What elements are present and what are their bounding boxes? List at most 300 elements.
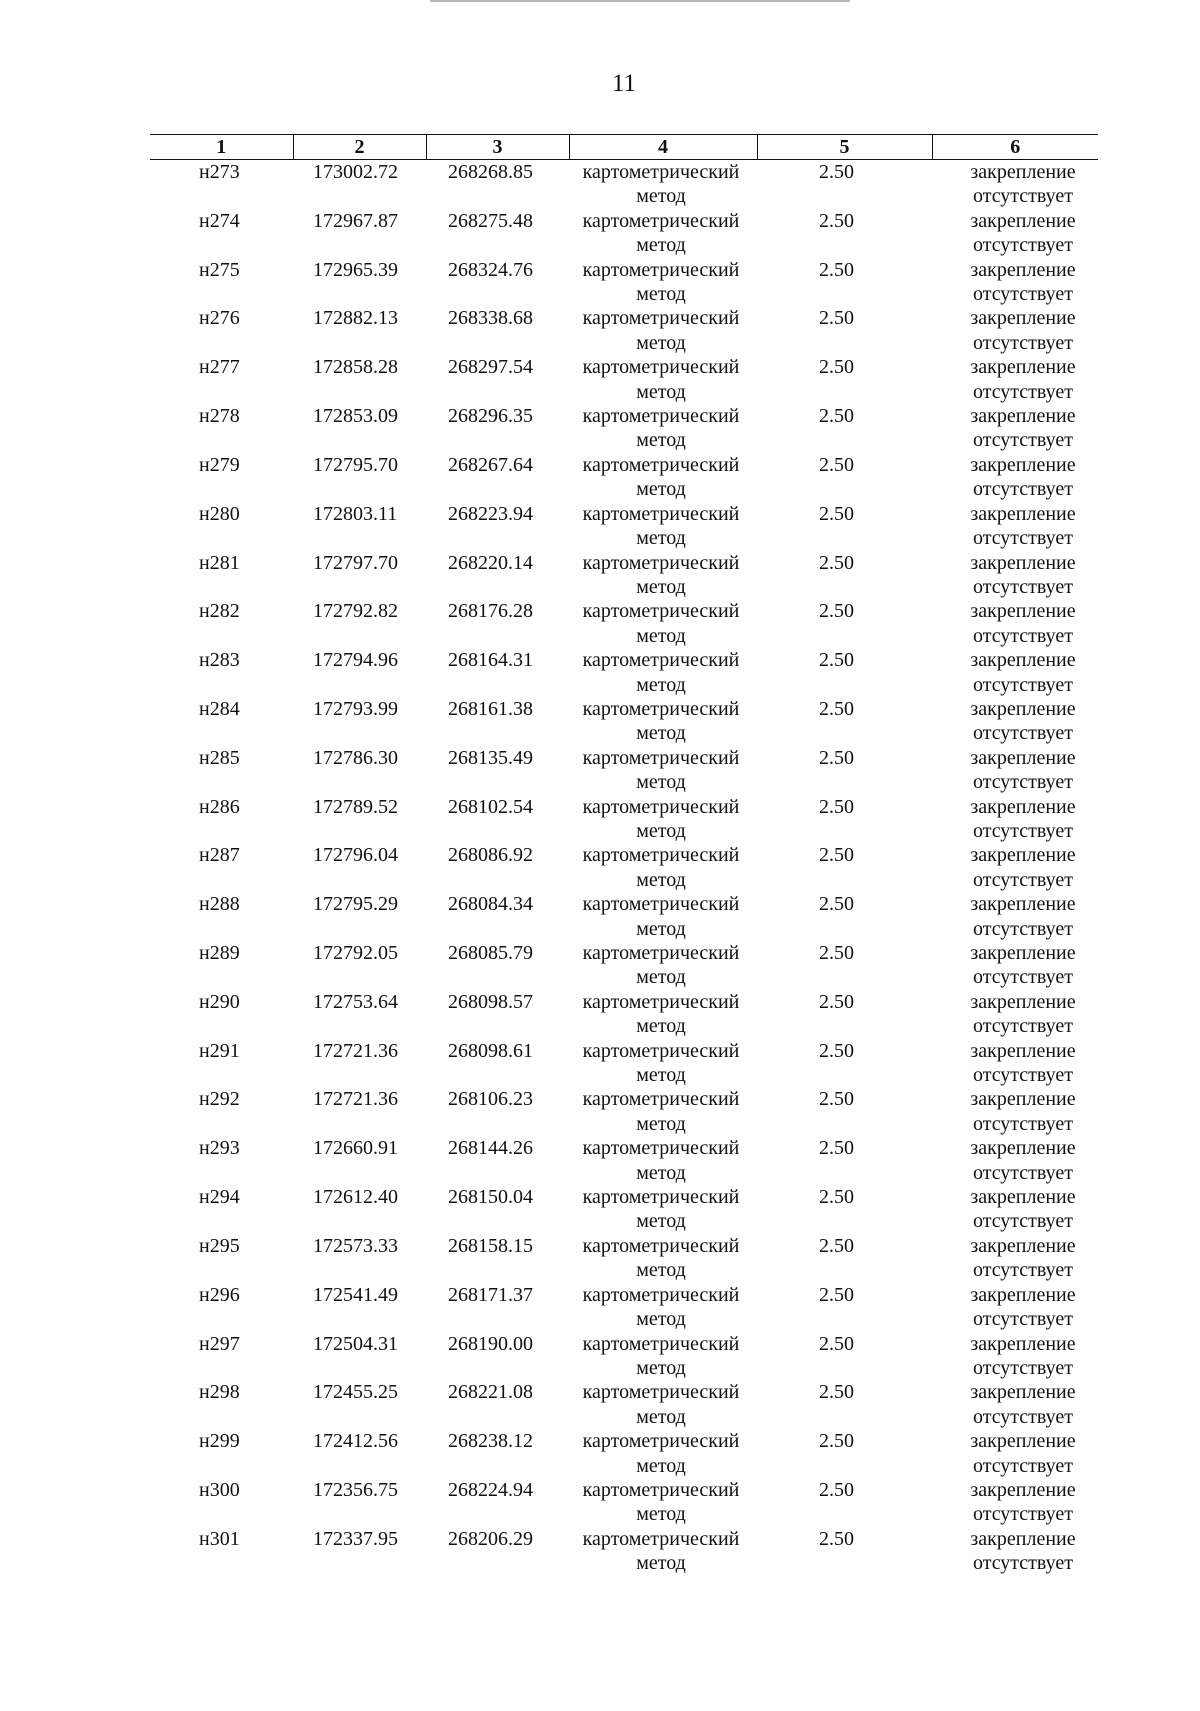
- y-coordinate-text: 268190.00: [448, 1332, 533, 1355]
- point-number-cell: [150, 697, 293, 746]
- fixing-text: закрепление: [970, 356, 1076, 379]
- method-cell: [569, 1234, 757, 1283]
- header-col-1: 1: [150, 135, 293, 160]
- x-coordinate-text: 172797.70: [313, 551, 398, 574]
- y-coordinate-cell: [426, 551, 569, 600]
- fixing-text: отсутствует: [972, 527, 1074, 550]
- method-text: картометрический: [582, 453, 740, 476]
- method-text: картометрический: [582, 209, 740, 232]
- fixing-cell: [932, 990, 1098, 1039]
- method-cell: [569, 258, 757, 307]
- method-text: метод: [636, 1210, 686, 1233]
- x-coordinate-text: 172721.36: [313, 1039, 398, 1062]
- header-col-6: 6: [932, 135, 1098, 160]
- point-number-cell: [150, 648, 293, 697]
- y-coordinate-cell: [426, 1087, 569, 1136]
- fixing-cell: [932, 746, 1098, 795]
- fixing-text: отсутствует: [972, 1356, 1074, 1379]
- method-text: картометрический: [582, 1527, 740, 1550]
- fixing-cell: [932, 258, 1098, 307]
- method-text: картометрический: [582, 600, 740, 623]
- y-coordinate-cell: [426, 648, 569, 697]
- precision-cell: [757, 648, 932, 697]
- x-coordinate-cell: [293, 892, 426, 941]
- point-number-cell: [150, 1087, 293, 1136]
- y-coordinate-cell: [426, 453, 569, 502]
- fixing-cell: [932, 941, 1098, 990]
- precision-text: 2.50: [819, 453, 854, 476]
- y-coordinate-text: 268223.94: [448, 502, 533, 525]
- precision-cell: [757, 990, 932, 1039]
- method-text: картометрический: [582, 1478, 740, 1501]
- method-cell: [569, 1136, 757, 1185]
- table-row: [150, 941, 1098, 990]
- fixing-cell: [932, 1039, 1098, 1088]
- y-coordinate-cell: [426, 1332, 569, 1381]
- x-coordinate-cell: [293, 1478, 426, 1527]
- method-text: метод: [636, 1503, 686, 1526]
- y-coordinate-cell: [426, 1234, 569, 1283]
- point-number-cell: [150, 1234, 293, 1283]
- precision-cell: [757, 404, 932, 453]
- method-cell: [569, 795, 757, 844]
- fixing-cell: [932, 1185, 1098, 1234]
- precision-text: 2.50: [819, 307, 854, 330]
- x-coordinate-cell: [293, 941, 426, 990]
- method-cell: [569, 941, 757, 990]
- fixing-text: отсутствует: [972, 819, 1074, 842]
- precision-cell: [757, 1429, 932, 1478]
- fixing-text: закрепление: [970, 209, 1076, 232]
- table-row: [150, 795, 1098, 844]
- method-cell: [569, 892, 757, 941]
- point-number-cell: [150, 160, 293, 209]
- y-coordinate-cell: [426, 355, 569, 404]
- precision-text: 2.50: [819, 1381, 854, 1404]
- method-text: картометрический: [582, 697, 740, 720]
- y-coordinate-cell: [426, 1429, 569, 1478]
- x-coordinate-cell: [293, 404, 426, 453]
- y-coordinate-text: 268106.23: [448, 1088, 533, 1111]
- x-coordinate-cell: [293, 697, 426, 746]
- fixing-text: отсутствует: [972, 478, 1074, 501]
- y-coordinate-text: 268238.12: [448, 1430, 533, 1453]
- method-text: метод: [636, 1064, 686, 1087]
- fixing-cell: [932, 795, 1098, 844]
- table-row: [150, 1527, 1098, 1576]
- method-cell: [569, 1527, 757, 1576]
- y-coordinate-text: 268275.48: [448, 209, 533, 232]
- point-number-text: н283: [199, 649, 240, 672]
- point-number-text: н280: [199, 502, 240, 525]
- table-row: [150, 404, 1098, 453]
- fixing-text: закрепление: [970, 844, 1076, 867]
- point-number-cell: [150, 990, 293, 1039]
- fixing-text: отсутствует: [972, 429, 1074, 452]
- y-coordinate-text: 268161.38: [448, 697, 533, 720]
- y-coordinate-cell: [426, 843, 569, 892]
- method-cell: [569, 1478, 757, 1527]
- y-coordinate-cell: [426, 1527, 569, 1576]
- y-coordinate-text: 268176.28: [448, 600, 533, 623]
- table-body: [150, 160, 1098, 1576]
- precision-cell: [757, 551, 932, 600]
- y-coordinate-cell: [426, 697, 569, 746]
- method-text: картометрический: [582, 1088, 740, 1111]
- fixing-text: закрепление: [970, 746, 1076, 769]
- fixing-text: закрепление: [970, 405, 1076, 428]
- x-coordinate-cell: [293, 1380, 426, 1429]
- x-coordinate-text: 172793.99: [313, 697, 398, 720]
- method-text: метод: [636, 1356, 686, 1379]
- method-text: картометрический: [582, 356, 740, 379]
- x-coordinate-text: 172965.39: [313, 258, 398, 281]
- precision-cell: [757, 502, 932, 551]
- precision-cell: [757, 599, 932, 648]
- y-coordinate-cell: [426, 1136, 569, 1185]
- table-row: [150, 1429, 1098, 1478]
- x-coordinate-text: 172504.31: [313, 1332, 398, 1355]
- point-number-text: н293: [199, 1137, 240, 1160]
- fixing-text: закрепление: [970, 1088, 1076, 1111]
- table-header: [150, 135, 1098, 160]
- method-text: метод: [636, 819, 686, 842]
- precision-cell: [757, 258, 932, 307]
- y-coordinate-text: 268268.85: [448, 161, 533, 183]
- x-coordinate-text: 172803.11: [313, 502, 398, 525]
- precision-cell: [757, 1039, 932, 1088]
- precision-cell: [757, 795, 932, 844]
- y-coordinate-text: 268135.49: [448, 746, 533, 769]
- y-coordinate-text: 268206.29: [448, 1527, 533, 1550]
- point-number-text: н290: [199, 990, 240, 1013]
- fixing-cell: [932, 1527, 1098, 1576]
- point-number-cell: [150, 306, 293, 355]
- x-coordinate-text: 172967.87: [313, 209, 398, 232]
- x-coordinate-text: 172541.49: [313, 1283, 398, 1306]
- point-number-cell: [150, 258, 293, 307]
- method-text: метод: [636, 1454, 686, 1477]
- x-coordinate-cell: [293, 551, 426, 600]
- y-coordinate-text: 268297.54: [448, 356, 533, 379]
- fixing-cell: [932, 1332, 1098, 1381]
- method-text: метод: [636, 624, 686, 647]
- table-row: [150, 1087, 1098, 1136]
- method-text: метод: [636, 1161, 686, 1184]
- method-text: картометрический: [582, 795, 740, 818]
- method-text: метод: [636, 185, 686, 208]
- precision-text: 2.50: [819, 893, 854, 916]
- point-number-text: н292: [199, 1088, 240, 1111]
- point-number-text: н277: [199, 356, 240, 379]
- y-coordinate-text: 268144.26: [448, 1137, 533, 1160]
- fixing-text: отсутствует: [972, 1064, 1074, 1087]
- method-cell: [569, 551, 757, 600]
- precision-text: 2.50: [819, 502, 854, 525]
- fixing-text: закрепление: [970, 942, 1076, 964]
- y-coordinate-cell: [426, 1185, 569, 1234]
- table-row: [150, 160, 1098, 209]
- point-number-text: н284: [199, 697, 240, 720]
- fixing-text: закрепление: [970, 1381, 1076, 1404]
- precision-cell: [757, 453, 932, 502]
- fixing-cell: [932, 1478, 1098, 1527]
- precision-text: 2.50: [819, 356, 854, 379]
- y-coordinate-text: 268098.57: [448, 990, 533, 1013]
- fixing-text: закрепление: [970, 600, 1076, 623]
- method-text: картометрический: [582, 258, 740, 281]
- y-coordinate-text: 268324.76: [448, 258, 533, 281]
- point-number-cell: [150, 1429, 293, 1478]
- precision-text: 2.50: [819, 1283, 854, 1306]
- point-number-text: н276: [199, 307, 240, 330]
- fixing-cell: [932, 355, 1098, 404]
- precision-cell: [757, 697, 932, 746]
- fixing-text: отсутствует: [972, 771, 1074, 794]
- x-coordinate-text: 172337.95: [313, 1527, 398, 1550]
- x-coordinate-text: 172753.64: [313, 990, 398, 1013]
- x-coordinate-cell: [293, 258, 426, 307]
- fixing-cell: [932, 551, 1098, 600]
- point-number-cell: [150, 453, 293, 502]
- precision-cell: [757, 1185, 932, 1234]
- fixing-cell: [932, 306, 1098, 355]
- method-cell: [569, 1087, 757, 1136]
- table-row: [150, 1283, 1098, 1332]
- x-coordinate-cell: [293, 795, 426, 844]
- method-text: картометрический: [582, 551, 740, 574]
- method-text: картометрический: [582, 307, 740, 330]
- precision-text: 2.50: [819, 844, 854, 867]
- x-coordinate-text: 172796.04: [313, 844, 398, 867]
- y-coordinate-cell: [426, 892, 569, 941]
- fixing-cell: [932, 1429, 1098, 1478]
- y-coordinate-cell: [426, 306, 569, 355]
- method-text: картометрический: [582, 1234, 740, 1257]
- x-coordinate-cell: [293, 1039, 426, 1088]
- point-number-cell: [150, 1283, 293, 1332]
- point-number-text: н295: [199, 1234, 240, 1257]
- method-text: метод: [636, 527, 686, 550]
- point-number-text: н298: [199, 1381, 240, 1404]
- method-text: картометрический: [582, 1186, 740, 1209]
- fixing-text: закрепление: [970, 1039, 1076, 1062]
- precision-cell: [757, 160, 932, 209]
- x-coordinate-text: 172356.75: [313, 1478, 398, 1501]
- fixing-cell: [932, 404, 1098, 453]
- point-number-text: н294: [199, 1186, 240, 1209]
- point-number-cell: [150, 502, 293, 551]
- y-coordinate-text: 268102.54: [448, 795, 533, 818]
- fixing-cell: [932, 453, 1098, 502]
- fixing-cell: [932, 1087, 1098, 1136]
- fixing-text: закрепление: [970, 1234, 1076, 1257]
- method-text: картометрический: [582, 1137, 740, 1160]
- fixing-cell: [932, 648, 1098, 697]
- table-row: [150, 551, 1098, 600]
- precision-text: 2.50: [819, 1137, 854, 1160]
- x-coordinate-cell: [293, 355, 426, 404]
- x-coordinate-cell: [293, 1185, 426, 1234]
- point-number-cell: [150, 1380, 293, 1429]
- fixing-text: закрепление: [970, 649, 1076, 672]
- precision-text: 2.50: [819, 990, 854, 1013]
- fixing-text: отсутствует: [972, 1259, 1074, 1282]
- table-row: [150, 355, 1098, 404]
- point-number-cell: [150, 941, 293, 990]
- fixing-cell: [932, 160, 1098, 209]
- fixing-text: отсутствует: [972, 283, 1074, 306]
- y-coordinate-text: 268221.08: [448, 1381, 533, 1404]
- fixing-text: отсутствует: [972, 1161, 1074, 1184]
- fixing-text: закрепление: [970, 502, 1076, 525]
- precision-text: 2.50: [819, 600, 854, 623]
- fixing-text: закрепление: [970, 1478, 1076, 1501]
- x-coordinate-cell: [293, 648, 426, 697]
- method-cell: [569, 599, 757, 648]
- fixing-text: отсутствует: [972, 1112, 1074, 1135]
- y-coordinate-cell: [426, 404, 569, 453]
- precision-text: 2.50: [819, 1332, 854, 1355]
- table-row: [150, 599, 1098, 648]
- method-text: картометрический: [582, 990, 740, 1013]
- y-coordinate-text: 268296.35: [448, 405, 533, 428]
- x-coordinate-text: 172612.40: [313, 1186, 398, 1209]
- fixing-text: закрепление: [970, 551, 1076, 574]
- x-coordinate-cell: [293, 1527, 426, 1576]
- fixing-text: отсутствует: [972, 185, 1074, 208]
- method-cell: [569, 1332, 757, 1381]
- precision-text: 2.50: [819, 649, 854, 672]
- header-col-5: 5: [757, 135, 932, 160]
- precision-text: 2.50: [819, 942, 854, 964]
- precision-cell: [757, 1234, 932, 1283]
- method-text: метод: [636, 234, 686, 257]
- table-row: [150, 1478, 1098, 1527]
- precision-text: 2.50: [819, 209, 854, 232]
- point-number-cell: [150, 355, 293, 404]
- method-text: картометрический: [582, 1039, 740, 1062]
- table-row: [150, 502, 1098, 551]
- fixing-text: закрепление: [970, 1283, 1076, 1306]
- precision-cell: [757, 843, 932, 892]
- x-coordinate-cell: [293, 453, 426, 502]
- y-coordinate-text: 268098.61: [448, 1039, 533, 1062]
- fixing-cell: [932, 843, 1098, 892]
- x-coordinate-cell: [293, 306, 426, 355]
- y-coordinate-cell: [426, 160, 569, 209]
- method-text: метод: [636, 673, 686, 696]
- precision-text: 2.50: [819, 1186, 854, 1209]
- method-cell: [569, 502, 757, 551]
- y-coordinate-cell: [426, 990, 569, 1039]
- fixing-text: отсутствует: [972, 1454, 1074, 1477]
- precision-text: 2.50: [819, 1234, 854, 1257]
- method-cell: [569, 1429, 757, 1478]
- method-text: метод: [636, 1259, 686, 1282]
- x-coordinate-cell: [293, 209, 426, 258]
- precision-cell: [757, 1087, 932, 1136]
- fixing-cell: [932, 599, 1098, 648]
- point-number-text: н300: [199, 1478, 240, 1501]
- point-number-cell: [150, 209, 293, 258]
- precision-text: 2.50: [819, 551, 854, 574]
- method-cell: [569, 990, 757, 1039]
- point-number-cell: [150, 795, 293, 844]
- page-number: 11: [611, 70, 637, 97]
- x-coordinate-text: 172412.56: [313, 1430, 398, 1453]
- fixing-text: закрепление: [970, 1186, 1076, 1209]
- point-number-cell: [150, 404, 293, 453]
- precision-cell: [757, 355, 932, 404]
- method-cell: [569, 648, 757, 697]
- x-coordinate-cell: [293, 843, 426, 892]
- fixing-text: отсутствует: [972, 673, 1074, 696]
- table-row: [150, 746, 1098, 795]
- header-row: [150, 135, 1098, 160]
- precision-cell: [757, 941, 932, 990]
- method-cell: [569, 1185, 757, 1234]
- y-coordinate-text: 268338.68: [448, 307, 533, 330]
- point-number-text: н279: [199, 453, 240, 476]
- y-coordinate-cell: [426, 1283, 569, 1332]
- point-number-cell: [150, 1527, 293, 1576]
- precision-text: 2.50: [819, 1039, 854, 1062]
- fixing-cell: [932, 209, 1098, 258]
- x-coordinate-text: 172455.25: [313, 1381, 398, 1404]
- fixing-text: отсутствует: [972, 1210, 1074, 1233]
- table-row: [150, 209, 1098, 258]
- method-text: картометрический: [582, 942, 740, 964]
- x-coordinate-text: 173002.72: [313, 161, 398, 183]
- point-number-text: н301: [199, 1527, 240, 1550]
- fixing-text: закрепление: [970, 1430, 1076, 1453]
- point-number-cell: [150, 599, 293, 648]
- fixing-text: закрепление: [970, 307, 1076, 330]
- method-cell: [569, 453, 757, 502]
- y-coordinate-text: 268085.79: [448, 942, 533, 964]
- point-number-text: н281: [199, 551, 240, 574]
- method-cell: [569, 697, 757, 746]
- precision-cell: [757, 746, 932, 795]
- method-text: метод: [636, 722, 686, 745]
- fixing-text: отсутствует: [972, 917, 1074, 940]
- method-cell: [569, 843, 757, 892]
- method-text: картометрический: [582, 1332, 740, 1355]
- fixing-cell: [932, 502, 1098, 551]
- fixing-text: отсутствует: [972, 1308, 1074, 1331]
- fixing-text: отсутствует: [972, 575, 1074, 598]
- y-coordinate-cell: [426, 502, 569, 551]
- y-coordinate-cell: [426, 1380, 569, 1429]
- precision-cell: [757, 1527, 932, 1576]
- method-text: метод: [636, 331, 686, 354]
- table-row: [150, 453, 1098, 502]
- y-coordinate-text: 268171.37: [448, 1283, 533, 1306]
- x-coordinate-cell: [293, 1429, 426, 1478]
- method-text: метод: [636, 1308, 686, 1331]
- precision-text: 2.50: [819, 1430, 854, 1453]
- method-cell: [569, 1380, 757, 1429]
- precision-cell: [757, 209, 932, 258]
- fixing-text: отсутствует: [972, 380, 1074, 403]
- fixing-text: отсутствует: [972, 331, 1074, 354]
- fixing-text: отсутствует: [972, 1015, 1074, 1038]
- fixing-cell: [932, 1136, 1098, 1185]
- point-number-cell: [150, 892, 293, 941]
- table-row: [150, 1185, 1098, 1234]
- table-row: [150, 843, 1098, 892]
